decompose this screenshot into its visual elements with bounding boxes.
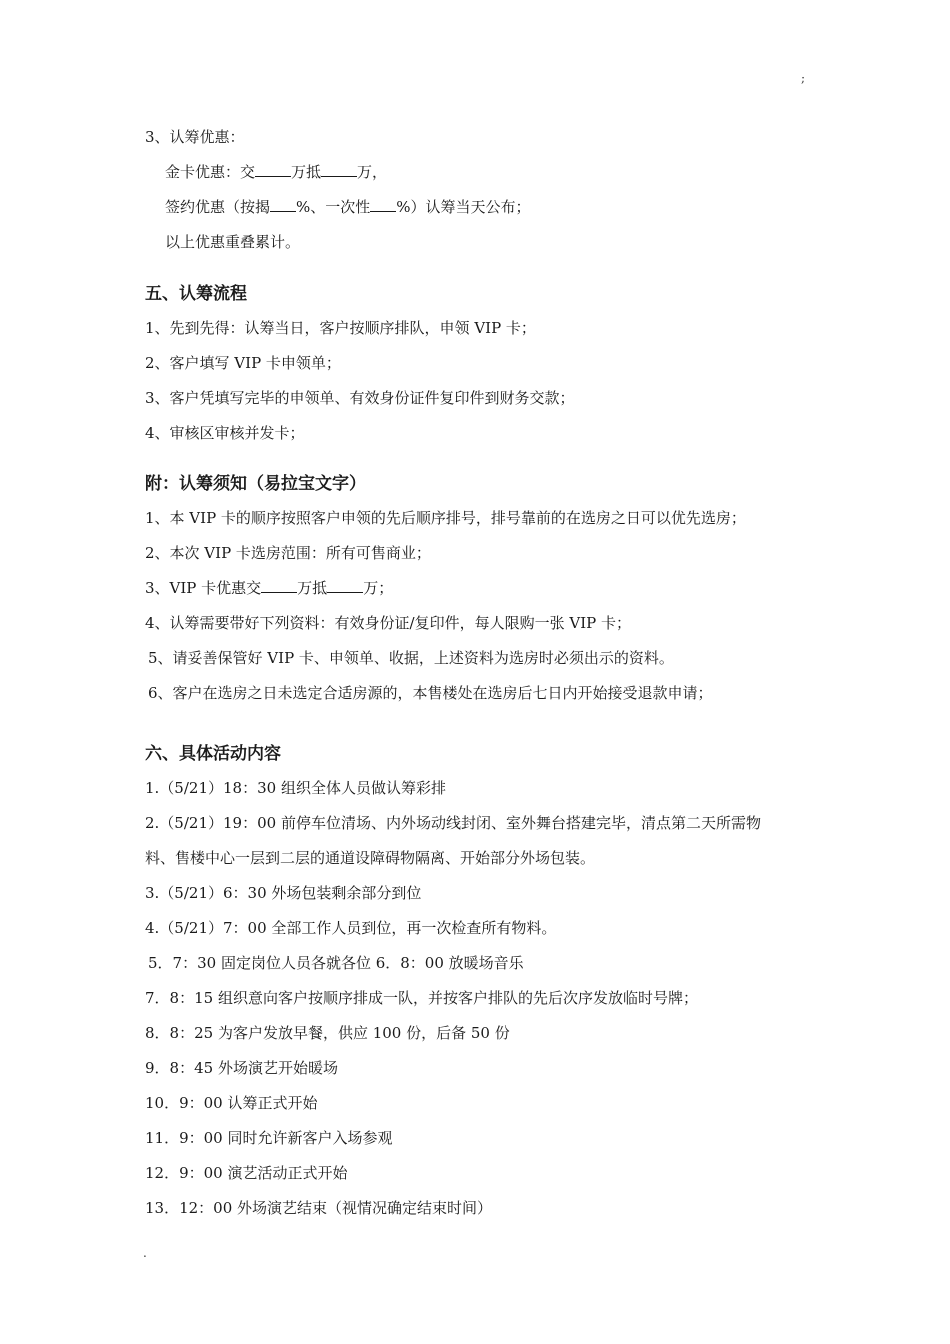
signing-mid: %、一次性 [296, 198, 371, 216]
signing-label: 签约优惠（按揭 [165, 198, 271, 216]
gold-card-pay-blank [255, 162, 291, 177]
activity-item: 12．9：00 演艺活动正式开始 [145, 1164, 348, 1182]
activity-item: 料、售楼中心一层到二层的通道设障碍物隔离、开始部分外场包装。 [145, 849, 596, 867]
activity-item: 13．12：00 外场演艺结束（视情况确定结束时间） [145, 1199, 493, 1217]
sec5-heading: 五、认筹流程 [145, 284, 247, 304]
sec3-title: 3、认筹优惠： [145, 128, 245, 146]
notice-item: 1、本 VIP 卡的顺序按照客户申领的先后顺序排号，排号靠前的在选房之日可以优先选房； [145, 509, 746, 527]
activity-item: 11．9：00 同时允许新客户入场参观 [145, 1129, 393, 1147]
corner-mark-bottom-left: . [143, 1246, 147, 1260]
notice-item-vip-discount [145, 578, 393, 598]
gold-card-end: 万， [357, 163, 388, 181]
gold-card-offset-blank [321, 162, 357, 177]
activity-item: 1.（5/21）18：30 组织全体人员做认筹彩排 [145, 779, 446, 797]
signing-end: %）认筹当天公布； [396, 198, 531, 216]
vip-discount-mid: 万抵 [297, 579, 328, 597]
notice-item: 6、客户在选房之日未选定合适房源的，本售楼处在选房后七日内开始接受退款申请； [148, 684, 713, 702]
onetime-percent-blank [370, 197, 396, 212]
gold-card-label: 金卡优惠：交 [165, 163, 256, 181]
discount-stack-note: 以上优惠重叠累计。 [165, 233, 301, 251]
gold-card-mid: 万抵 [291, 163, 322, 181]
activity-item: 7．8：15 组织意向客户按顺序排成一队，并按客户排队的先后次序发放临时号牌； [145, 989, 698, 1007]
vip-offset-blank [327, 578, 363, 593]
activity-item: 4.（5/21）7：00 全部工作人员到位，再一次检查所有物料。 [145, 919, 557, 937]
gold-card-discount-line [165, 162, 387, 182]
activity-item: 8．8：25 为客户发放早餐，供应 100 份，后备 50 份 [145, 1024, 510, 1042]
activity-item: 5．7：30 固定岗位人员各就各位 6．8：00 放暖场音乐 [148, 954, 524, 972]
signing-discount-line [165, 197, 531, 217]
sec5-item: 2、客户填写 VIP 卡申领单； [145, 354, 341, 372]
activity-item: 3.（5/21）6：30 外场包装剩余部分到位 [145, 884, 422, 902]
corner-mark-top-right: ; [801, 71, 806, 85]
sec5-item: 4、审核区审核并发卡； [145, 424, 305, 442]
sec5-item: 1、先到先得：认筹当日，客户按顺序排队，申领 VIP 卡； [145, 319, 536, 337]
mortgage-percent-blank [270, 197, 296, 212]
sec6-heading: 六、具体活动内容 [145, 744, 281, 764]
notice-item: 5、请妥善保管好 VIP 卡、申领单、收据，上述资料为选房时必须出示的资料。 [148, 649, 674, 667]
notice-item: 4、认筹需要带好下列资料：有效身份证/复印件，每人限购一张 VIP 卡； [145, 614, 631, 632]
notice-item: 2、本次 VIP 卡选房范围：所有可售商业； [145, 544, 431, 562]
vip-pay-blank [261, 578, 297, 593]
activity-item: 9．8：45 外场演艺开始暖场 [145, 1059, 338, 1077]
activity-item: 2.（5/21）19：00 前停车位清场、内外场动线封闭、室外舞台搭建完毕，清点第二天所需物 [145, 814, 761, 832]
notice-heading: 附：认筹须知（易拉宝文字） [145, 474, 366, 494]
vip-discount-end: 万； [363, 579, 394, 597]
activity-item: 10．9：00 认筹正式开始 [145, 1094, 318, 1112]
sec5-item: 3、客户凭填写完毕的申领单、有效身份证件复印件到财务交款； [145, 389, 575, 407]
vip-discount-label: 3、VIP 卡优惠交 [145, 579, 262, 597]
